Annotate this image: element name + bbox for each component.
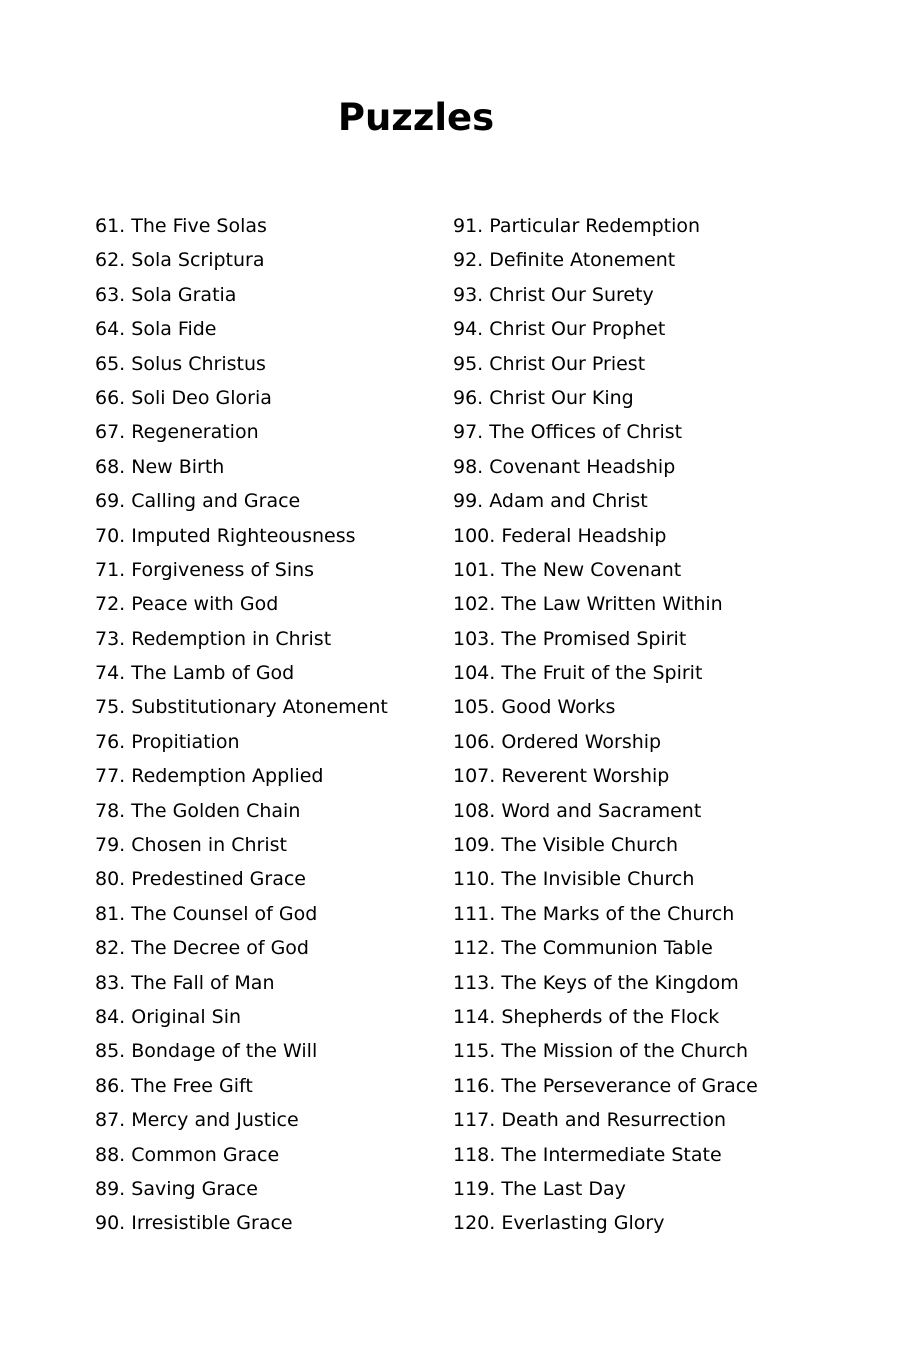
toc-entry: 111. The Marks of the Church [453,902,735,925]
toc-entry: 76. Propitiation [95,730,240,753]
toc-entry: 62. Sola Scriptura [95,249,265,272]
toc-entry: 86. The Free Gift [95,1074,253,1097]
toc-entry: 71. Forgiveness of Sins [95,558,315,581]
toc-entry: 87. Mercy and Justice [95,1109,299,1132]
toc-entry: 61. The Five Solas [95,215,267,237]
toc-entry: 91. Particular Redemption [453,215,701,237]
toc-entry: 79. Chosen in Christ [95,834,287,857]
toc-entry: 95. Christ Our Priest [453,352,646,375]
toc-entry: 77. Redemption Applied [95,765,324,788]
toc-entry: 67. Regeneration [95,421,259,444]
toc-entry: 69. Calling and Grace [95,490,301,513]
toc-entry: 64. Sola Fide [95,318,217,341]
toc-entry: 108. Word and Sacrament [453,799,702,822]
toc-entry: 90. Irresistible Grace [95,1212,293,1235]
toc-entry: 94. Christ Our Prophet [453,318,666,341]
toc-entry: 113. The Keys of the Kingdom [453,971,739,994]
toc-entry: 106. Ordered Worship [453,730,662,753]
toc-entry: 75. Substitutionary Atonement [95,696,388,719]
toc-entry: 81. The Counsel of God [95,902,318,925]
toc-entry: 72. Peace with God [95,593,279,616]
toc-entry: 107. Reverent Worship [453,765,670,788]
toc-entry: 68. New Birth [95,455,225,478]
toc-entry: 63. Sola Gratia [95,283,237,306]
toc-entry: 102. The Law Written Within [453,593,723,616]
toc-entry: 104. The Fruit of the Spirit [453,662,703,685]
toc-entry: 99. Adam and Christ [453,490,648,513]
toc-entry: 80. Predestined Grace [95,868,306,891]
toc-entry: 100. Federal Headship [453,524,667,547]
toc-entry: 115. The Mission of the Church [453,1040,748,1063]
toc-entry: 84. Original Sin [95,1005,242,1028]
toc-entry: 110. The Invisible Church [453,868,695,891]
toc-entry: 116. The Perseverance of Grace [453,1074,758,1097]
toc-entry: 114. Shepherds of the Flock [453,1005,720,1028]
toc-entry: 82. The Decree of God [95,937,309,960]
toc-entry: 66. Soli Deo Gloria [95,386,272,409]
toc-entry: 78. The Golden Chain [95,799,301,822]
toc-entry: 88. Common Grace [95,1143,280,1166]
toc-entry: 85. Bondage of the Will [95,1040,318,1063]
toc-entry: 97. The Offices of Christ [453,421,683,444]
toc-entry: 83. The Fall of Man [95,971,275,994]
toc-entry: 74. The Lamb of God [95,662,295,685]
toc-entry: 92. Definite Atonement [453,249,676,272]
toc-entry: 65. Solus Christus [95,352,266,375]
toc-entry: 120. Everlasting Glory [453,1212,665,1235]
toc-entry: 118. The Intermediate State [453,1143,722,1166]
toc-right-column [453,209,853,1241]
toc-entry: 89. Saving Grace [95,1177,258,1200]
toc-entry: 109. The Visible Church [453,834,679,857]
toc-entry: 103. The Promised Spirit [453,627,687,650]
toc-entry: 101. The New Covenant [453,558,682,581]
toc-entry: 70. Imputed Righteousness [95,524,356,547]
toc-entry: 93. Christ Our Surety [453,283,654,306]
toc-entry: 96. Christ Our King [453,386,634,409]
page-title: Puzzles [337,96,495,139]
toc-entry: 73. Redemption in Christ [95,627,332,650]
toc-left-column [95,209,435,1241]
toc-entry: 105. Good Works [453,696,616,719]
toc-entry: 98. Covenant Headship [453,455,676,478]
toc-entry: 112. The Communion Table [453,937,713,960]
toc-entry: 119. The Last Day [453,1177,626,1200]
toc-entry: 117. Death and Resurrection [453,1109,727,1132]
